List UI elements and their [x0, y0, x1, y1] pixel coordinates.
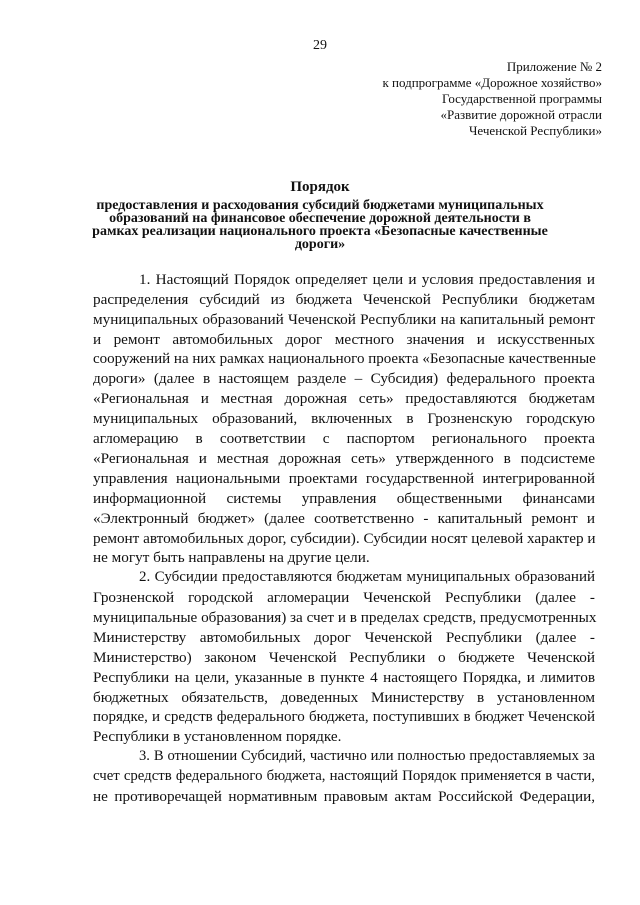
body-line: Министерство) законом Чеченской Республики о бюджете Чеченской: [93, 648, 595, 666]
body-line: и ремонт автомобильных дорог местного значения и искусственных: [93, 330, 595, 348]
body-line: муниципальных образований Чеченской Республики на капитальный ремонт: [93, 310, 595, 328]
body-line: дороги» (далее в настоящем разделе – Субсидия) федерального проекта: [93, 370, 595, 388]
body-line: управления национальными проектами государственной интегрированной: [93, 469, 595, 487]
body-line: счет средств федерального бюджета, настоящий Порядок применяется в части,: [93, 768, 595, 785]
body-line: информационной системы управления общественными финансами: [93, 489, 595, 507]
body-line: «Региональная и местная дорожная сеть» утвержденного в подсистеме: [93, 450, 595, 468]
body-line: бюджетных обязательств, доведенных Министерству в установленном: [93, 688, 595, 706]
body-line: 3. В отношении Субсидий, частично или полностью предоставляемых за: [139, 748, 595, 765]
appendix-header: [382, 59, 602, 139]
body-line: порядке, и средств федерального бюджета, поступивших в бюджет Чеченской: [93, 708, 595, 725]
body-line: сооружений на них рамках национального проекта «Безопасные качественные: [93, 350, 596, 367]
document-title: Порядок: [290, 179, 350, 195]
body-line: агломерацию в соответствии с паспортом регионального проекта: [93, 430, 595, 448]
document-body: [93, 270, 595, 807]
body-line: не могут быть направлены на другие цели.: [93, 549, 370, 567]
subtitle-line: образований на финансовое обеспечение дорожной деятельности в: [109, 211, 531, 226]
body-line: «Электронный бюджет» (далее соответственно - капитальный ремонт и: [93, 509, 595, 527]
appendix-line: Чеченской Республики»: [468, 123, 602, 138]
body-line: Республики в установленном порядке.: [93, 728, 342, 746]
body-line: «Региональная и местная дорожная сеть» предоставляются бюджетам: [93, 390, 595, 408]
body-line: Грозненской городской агломерации Чеченской Республики (далее -: [93, 589, 595, 607]
body-line: Министерству автомобильных дорог Чеченской Республики (далее -: [93, 629, 595, 647]
subtitle-line: предоставления и расходования субсидий бюджетами муниципальных: [96, 198, 544, 213]
body-line: муниципальные образования) за счет и в пределах средств, предусмотренных: [93, 609, 597, 627]
body-line: распределения субсидий из бюджета Чеченской Республики бюджетам: [93, 290, 595, 308]
body-line: Республики на цели, указанные в пункте 4 настоящего Порядка, и лимитов: [93, 668, 595, 686]
appendix-line: к подпрограмме «Дорожное хозяйство»: [382, 75, 602, 90]
body-line: ремонт автомобильных дорог, субсидии). Субсидии носят целевой характер и: [93, 529, 596, 547]
body-line: муниципальных образований, включенных в Грозненскую городскую: [93, 410, 595, 428]
body-line: 2. Субсидии предоставляются бюджетам муниципальных образований: [139, 569, 595, 586]
appendix-line: Приложение № 2: [506, 59, 602, 74]
document-subtitle: [80, 199, 560, 251]
subtitle-line: рамках реализации национального проекта «Безопасные качественные: [92, 224, 548, 239]
appendix-line: Государственной программы: [441, 91, 602, 106]
body-line: 1. Настоящий Порядок определяет цели и условия предоставления и: [139, 271, 595, 288]
body-line: не противоречащей нормативным правовым актам Российской Федерации,: [93, 788, 595, 806]
appendix-line: «Развитие дорожной отрасли: [440, 107, 602, 122]
page-number: 29: [313, 38, 327, 53]
subtitle-line: дороги»: [294, 237, 346, 252]
